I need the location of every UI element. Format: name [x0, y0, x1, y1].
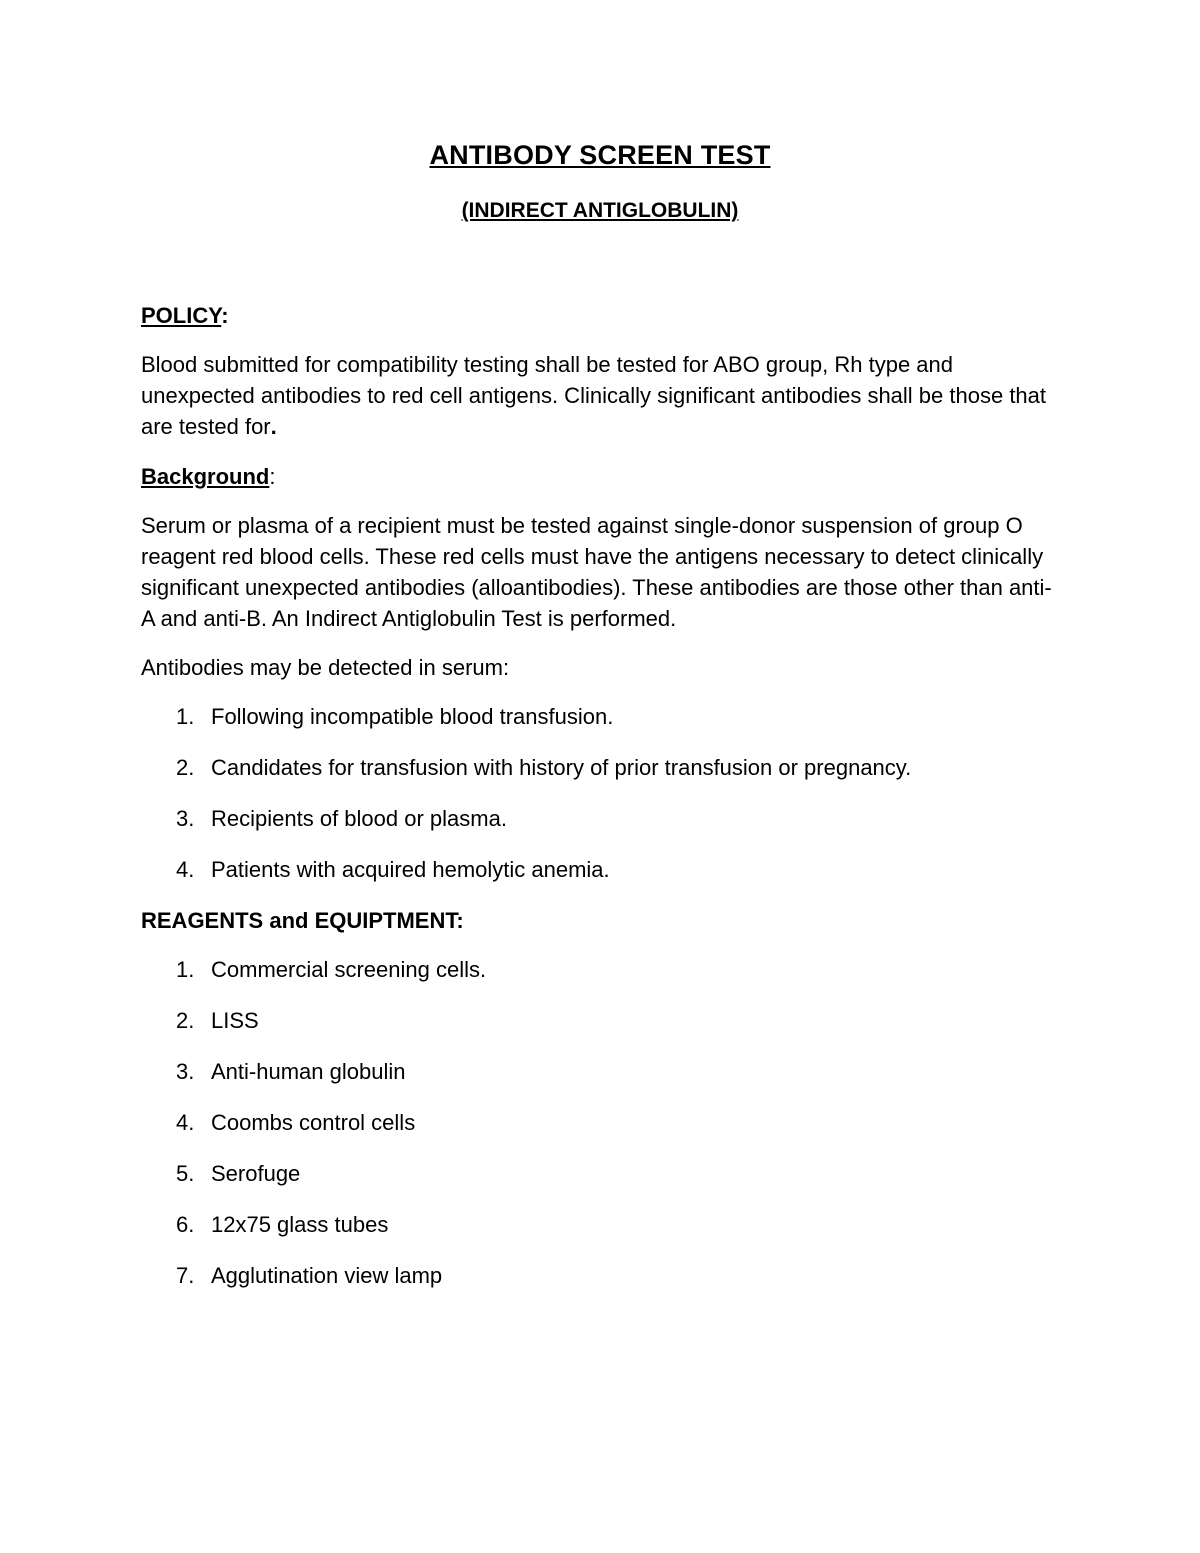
list-item-text: Following incompatible blood transfusion.	[211, 704, 614, 729]
list-item	[141, 701, 1061, 732]
detect-intro: Antibodies may be detected in serum:	[141, 655, 510, 680]
list-item-number: 4.	[176, 1110, 195, 1135]
list-item-text: Patients with acquired hemolytic anemia.	[211, 857, 610, 882]
list-item	[141, 1056, 1061, 1087]
list-item	[141, 803, 1061, 834]
list-item-number: 6.	[176, 1212, 195, 1237]
list-item-number: 5.	[176, 1161, 195, 1186]
list-item-text: Agglutination view lamp	[211, 1263, 443, 1288]
list-item-number: 2.	[176, 755, 195, 780]
list-item-number: 1.	[176, 704, 195, 729]
list-item-number: 4.	[176, 857, 195, 882]
background-text: Serum or plasma of a recipient must be tested against single-donor suspension of group O reagent red blood cells. These red cells must have the antigens necessary to detect clinically significant unexpected antibodies (alloantibodies). These antibodies are those other than anti-A and anti-B. An Indirect Antiglobulin Test is performed.	[141, 513, 1052, 631]
list-item	[141, 1005, 1061, 1036]
background-heading-colon: :	[269, 464, 276, 489]
list-item-text: Coombs control cells	[211, 1110, 416, 1135]
reagents-heading: REAGENTS and EQUIPTMENT:	[141, 908, 464, 933]
policy-heading-colon: :	[221, 303, 229, 328]
document-body	[141, 300, 1061, 1311]
list-item	[141, 1158, 1061, 1189]
list-item-number: 3.	[176, 806, 195, 831]
document-subtitle: (INDIRECT ANTIGLOBULIN)	[461, 199, 739, 222]
list-item	[141, 752, 1061, 783]
reagents-list	[141, 954, 1061, 1291]
list-item-text: Candidates for transfusion with history of prior transfusion or pregnancy.	[211, 755, 912, 780]
policy-text-body: Blood submitted for compatibility testing shall be tested for ABO group, Rh type and unexpected antibodies to red cell antigens. Clinically significant antibodies shall be those that are tested for	[141, 352, 1047, 439]
list-item	[141, 954, 1061, 985]
background-heading-label: Background	[141, 464, 270, 489]
list-item-number: 1.	[176, 957, 195, 982]
list-item-number: 3.	[176, 1059, 195, 1084]
policy-heading	[141, 300, 1061, 331]
list-item-number: 2.	[176, 1008, 195, 1033]
list-item	[141, 1209, 1061, 1240]
list-item	[141, 854, 1061, 885]
policy-text-end: .	[270, 414, 277, 439]
background-heading	[141, 461, 1061, 492]
policy-text	[141, 349, 1061, 442]
list-item	[141, 1260, 1061, 1291]
list-item	[141, 1107, 1061, 1138]
policy-heading-label: POLICY	[141, 303, 222, 328]
list-item-text: LISS	[211, 1008, 259, 1033]
document-title: ANTIBODY SCREEN TEST	[429, 140, 771, 170]
list-item-number: 7.	[176, 1263, 195, 1288]
list-item-text: Serofuge	[211, 1161, 301, 1186]
list-item-text: Recipients of blood or plasma.	[211, 806, 507, 831]
list-item-text: Anti-human globulin	[211, 1059, 406, 1084]
list-item-text: 12x75 glass tubes	[211, 1212, 389, 1237]
detect-list	[141, 701, 1061, 885]
list-item-text: Commercial screening cells.	[211, 957, 487, 982]
